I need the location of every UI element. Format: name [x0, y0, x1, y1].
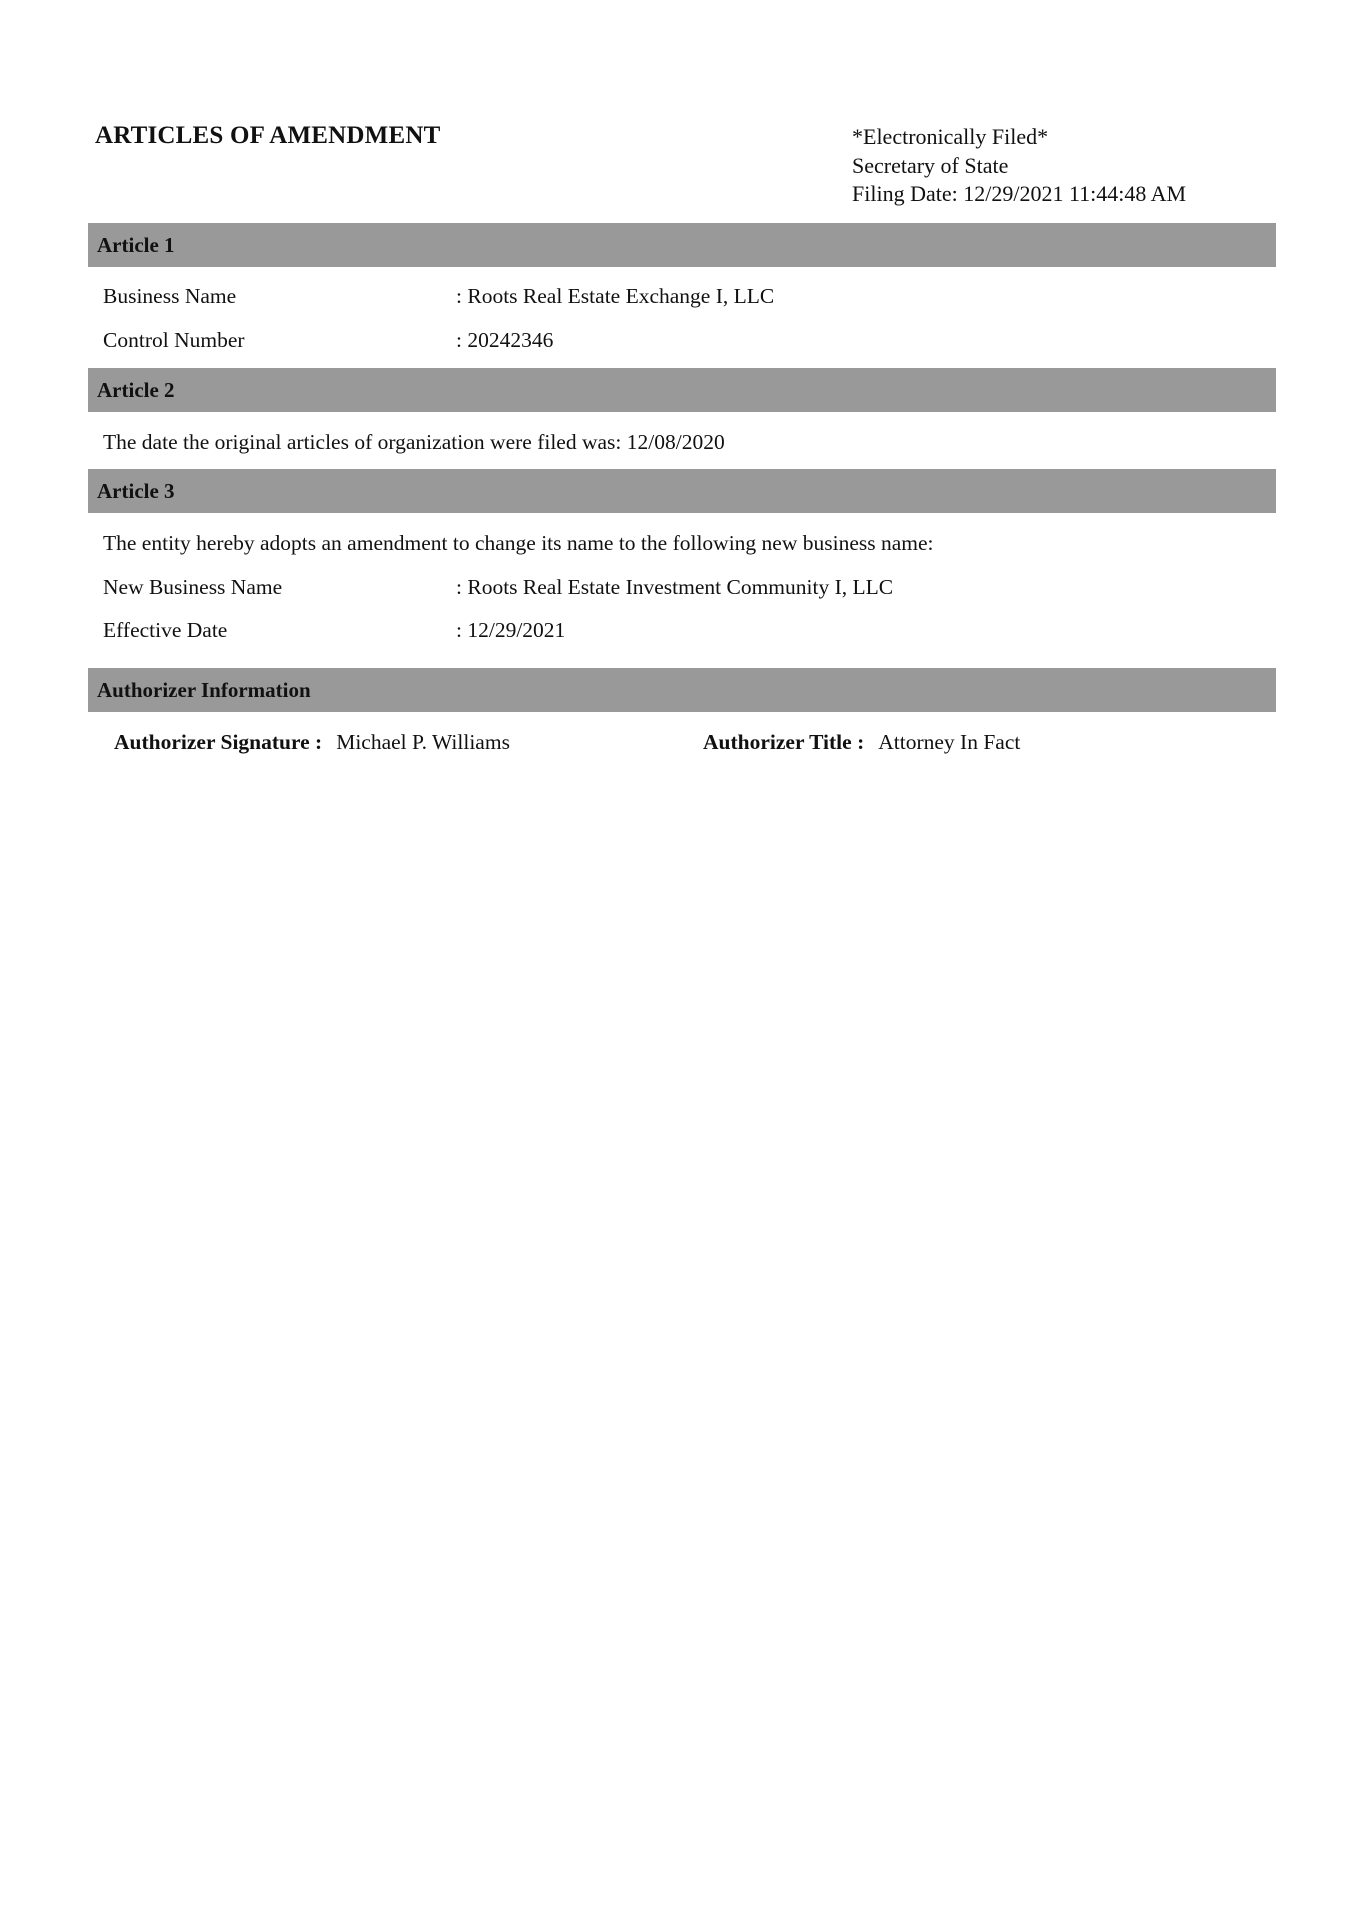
filing-stamp — [852, 123, 1186, 209]
authorizer-signature-label: Authorizer Signature : — [114, 730, 323, 754]
effective-date-row — [103, 616, 565, 644]
secretary-of-state-text: Secretary of State — [852, 152, 1009, 178]
control-number-row — [103, 326, 553, 354]
authorizer-title-field — [703, 728, 1020, 756]
control-number-label: Control Number — [103, 328, 245, 352]
article-2-header: Article 2 — [88, 368, 1276, 412]
authorizer-title-value: Attorney In Fact — [878, 730, 1021, 754]
authorizer-signature-field — [114, 728, 510, 756]
new-business-name-row — [103, 573, 893, 601]
business-name-row — [103, 282, 774, 310]
control-number-value: : 20242346 — [456, 328, 554, 352]
new-business-name-value: : Roots Real Estate Investment Community I, LLC — [456, 575, 894, 599]
electronically-filed-text: *Electronically Filed* — [852, 124, 1049, 149]
new-business-name-label: New Business Name — [103, 575, 283, 599]
page-title: ARTICLES OF AMENDMENT — [95, 122, 441, 149]
article-1-header: Article 1 — [88, 223, 1276, 267]
authorizer-signature-value: Michael P. Williams — [336, 730, 510, 754]
authorizer-information-header: Authorizer Information — [88, 668, 1276, 712]
filing-date-text: Filing Date: 12/29/2021 11:44:48 AM — [852, 181, 1187, 206]
original-filing-date-text: The date the original articles of organization were filed was: 12/08/2020 — [103, 430, 725, 454]
business-name-value: : Roots Real Estate Exchange I, LLC — [456, 284, 775, 308]
effective-date-label: Effective Date — [103, 618, 228, 642]
amendment-statement-text: The entity hereby adopts an amendment to change its name to the following new business name: — [103, 531, 934, 555]
article-3-header: Article 3 — [88, 469, 1276, 513]
business-name-label: Business Name — [103, 284, 237, 308]
effective-date-value: : 12/29/2021 — [456, 618, 566, 642]
authorizer-title-label: Authorizer Title : — [703, 730, 865, 754]
